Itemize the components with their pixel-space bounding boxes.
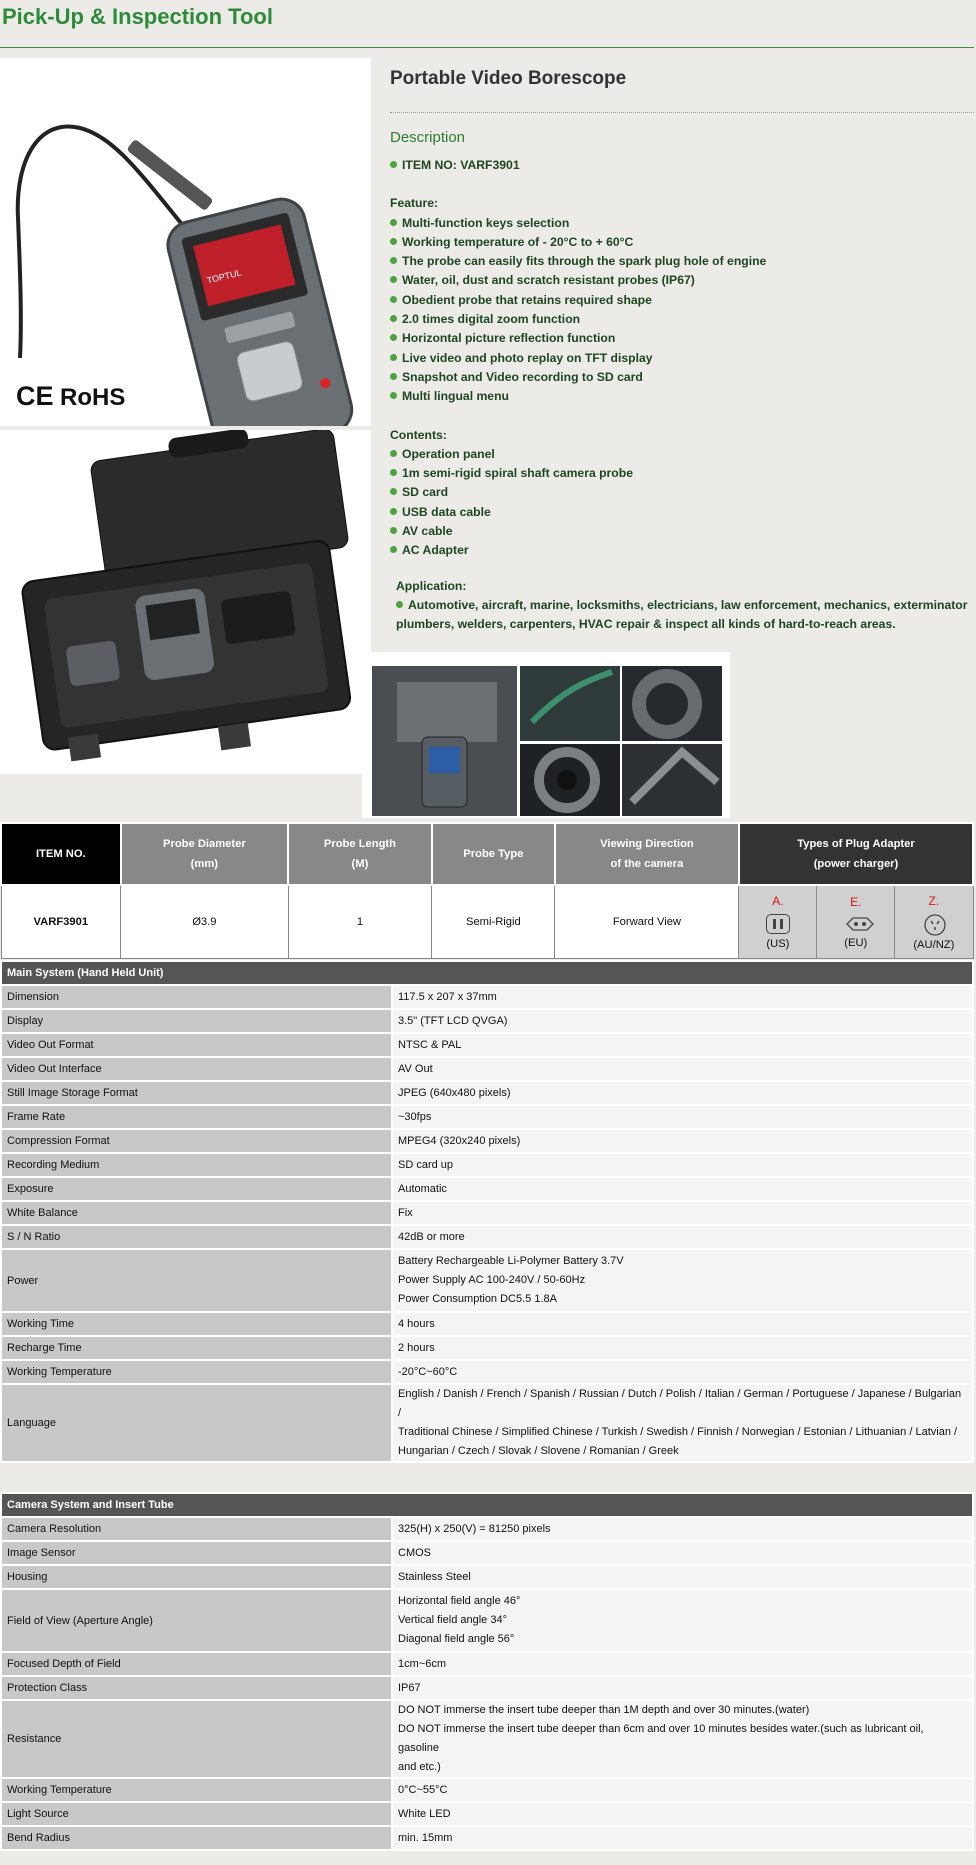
main-system-row <box>1 1057 973 1081</box>
spec-value-line: DO NOT immerse the insert tube deeper than 6cm and over 10 minutes besides water.(such as lubricant oil, gasoline <box>398 1723 924 1754</box>
spec-label: Protection Class <box>1 1676 392 1700</box>
spec-label: Focused Depth of Field <box>1 1652 392 1676</box>
main-system-row <box>1 1201 973 1225</box>
device-brand-text: TOPTUL <box>205 267 243 286</box>
spec-value-line: ~30fps <box>398 1110 432 1123</box>
spec-value <box>392 985 973 1009</box>
spec-value <box>392 1249 973 1312</box>
contents-item: USB data cable <box>390 503 974 522</box>
spec-value-line: MPEG4 (320x240 pixels) <box>398 1134 521 1147</box>
spec-value-line: 2 hours <box>398 1341 435 1354</box>
camera-system-row <box>1 1541 973 1565</box>
spec-label: Resistance <box>1 1700 392 1778</box>
main-system-row <box>1 1384 973 1462</box>
spec-value <box>392 1336 973 1360</box>
spec-value <box>392 1384 973 1462</box>
cell-item-no: VARF3901 <box>1 885 121 959</box>
spec-value-line: Horizontal field angle 46° <box>398 1595 521 1607</box>
camera-system-row <box>1 1517 973 1541</box>
main-system-table <box>0 960 974 1463</box>
feature-item: The probe can easily fits through the spark plug hole of engine <box>390 252 974 271</box>
contents-heading: Contents: <box>390 427 447 442</box>
camera-system-row <box>1 1565 973 1589</box>
main-system-row <box>1 1249 973 1312</box>
plug-eu: E. (EU) <box>817 885 895 959</box>
spec-label: Field of View (Aperture Angle) <box>1 1589 392 1652</box>
spec-value-line: Automatic <box>398 1182 447 1195</box>
spec-value-line: -20°C~60°C <box>398 1365 458 1378</box>
contents-item: Operation panel <box>390 445 974 464</box>
spec-value-line: Stainless Steel <box>398 1570 471 1583</box>
main-system-row <box>1 1225 973 1249</box>
spec-value-line: Power Consumption DC5.5 1.8A <box>398 1293 557 1305</box>
spec-value <box>392 1225 973 1249</box>
camera-system-row <box>1 1589 973 1652</box>
spec-label: Video Out Interface <box>1 1057 392 1081</box>
spec-label: Display <box>1 1009 392 1033</box>
spec-value-line: 42dB or more <box>398 1230 465 1243</box>
us-plug-icon <box>766 914 790 934</box>
spec-label: Image Sensor <box>1 1541 392 1565</box>
main-system-row <box>1 1129 973 1153</box>
camera-system-row <box>1 1700 973 1778</box>
feature-item: Multi lingual menu <box>390 387 974 406</box>
spec-label: Exposure <box>1 1177 392 1201</box>
ce-rohs-logo <box>16 381 125 411</box>
spec-value-line: English / Danish / French / Spanish / Russian / Dutch / Polish / Italian / German / Portuguese / Japanese / Bulgarian / <box>398 1388 962 1419</box>
feature-item: Snapshot and Video recording to SD card <box>390 368 974 387</box>
camera-system-row <box>1 1652 973 1676</box>
spec-label: Video Out Format <box>1 1033 392 1057</box>
product-image-case <box>0 430 371 774</box>
main-system-row <box>1 1153 973 1177</box>
spec-label: Light Source <box>1 1802 392 1826</box>
spec-value-line: 325(H) x 250(V) = 81250 pixels <box>398 1522 551 1535</box>
spec-value <box>392 1153 973 1177</box>
camera-system-row <box>1 1676 973 1700</box>
au-plug-icon <box>923 914 945 932</box>
contents-item: AC Adapter <box>390 541 974 560</box>
feature-item: Live video and photo replay on TFT display <box>390 349 974 368</box>
description-column <box>390 68 974 635</box>
application-photos <box>362 652 730 818</box>
main-system-row <box>1 1336 973 1360</box>
product-name: Portable Video Borescope <box>390 68 627 89</box>
spec-value <box>392 1778 973 1802</box>
camera-system-row <box>1 1826 973 1850</box>
spec-value <box>392 1565 973 1589</box>
spec-value <box>392 1589 973 1652</box>
contents-item: SD card <box>390 483 974 502</box>
cell-probe-diameter: Ø3.9 <box>121 885 288 959</box>
cell-viewing-direction: Forward View <box>555 885 739 959</box>
svg-text:RoHS: RoHS <box>60 384 126 411</box>
camera-system-row <box>1 1802 973 1826</box>
spec-label: Frame Rate <box>1 1105 392 1129</box>
spec-value <box>392 1129 973 1153</box>
spec-value <box>392 1802 973 1826</box>
main-system-row <box>1 1360 973 1384</box>
spec-value <box>392 1057 973 1081</box>
main-system-row <box>1 985 973 1009</box>
spec-label: Still Image Storage Format <box>1 1081 392 1105</box>
spec-value <box>392 1652 973 1676</box>
spec-value <box>392 1081 973 1105</box>
feature-item: Multi-function keys selection <box>390 214 974 233</box>
svg-text:CE: CE <box>16 381 54 411</box>
spec-label: Compression Format <box>1 1129 392 1153</box>
header-probe-diameter: Probe Diameter (mm) <box>121 823 288 885</box>
spec-label: Working Temperature <box>1 1360 392 1384</box>
spec-value-line: Hungarian / Czech / Slovak / Slovene / Romanian / Greek <box>398 1445 679 1457</box>
contents-list <box>390 445 974 561</box>
spec-value <box>392 1009 973 1033</box>
spec-label: White Balance <box>1 1201 392 1225</box>
spec-value-line: NTSC & PAL <box>398 1038 462 1051</box>
spec-label: Housing <box>1 1565 392 1589</box>
contents-item: 1m semi-rigid spiral shaft camera probe <box>390 464 974 483</box>
spec-value-line: Diagonal field angle 56° <box>398 1633 515 1645</box>
spec-value-line: 3.5" (TFT LCD QVGA) <box>398 1014 508 1027</box>
plug-au: Z. (AU/NZ) <box>895 885 973 959</box>
spec-value-line: CMOS <box>398 1546 431 1559</box>
camera-system-table <box>0 1492 974 1851</box>
feature-item: Horizontal picture reflection function <box>390 329 974 348</box>
spec-label: Bend Radius <box>1 1826 392 1850</box>
title-divider <box>0 47 974 48</box>
application-text: Automotive, aircraft, marine, locksmiths, electricians, law enforcement, mechanics, exterminator plumbers, welders, carpenters, HVAC repair & inspect all kinds of hard-to-reach areas. <box>396 596 974 635</box>
header-probe-type: Probe Type <box>432 823 555 885</box>
spec-value <box>392 1033 973 1057</box>
spec-label: Working Time <box>1 1312 392 1336</box>
plug-us: A. (US) <box>739 885 817 959</box>
spec-value <box>392 1676 973 1700</box>
dotted-divider <box>390 112 974 113</box>
main-system-row <box>1 1033 973 1057</box>
spec-value-line: IP67 <box>398 1681 421 1694</box>
header-item-no: ITEM NO. <box>1 823 121 885</box>
spec-value-line: Fix <box>398 1206 413 1219</box>
eu-plug-icon <box>845 915 867 933</box>
spec-value <box>392 1826 973 1850</box>
page-title: Pick-Up & Inspection Tool <box>2 4 273 29</box>
spec-value-line: DO NOT immerse the insert tube deeper than 1M depth and over 30 minutes.(water) <box>398 1704 810 1716</box>
feature-item: 2.0 times digital zoom function <box>390 310 974 329</box>
spec-value <box>392 1541 973 1565</box>
spec-label: Working Temperature <box>1 1778 392 1802</box>
main-system-row <box>1 1312 973 1336</box>
feature-list <box>390 214 974 407</box>
spec-label: Recording Medium <box>1 1153 392 1177</box>
spec-value-line: 117.5 x 207 x 37mm <box>398 990 497 1003</box>
main-system-heading: Main System (Hand Held Unit) <box>1 961 973 985</box>
spec-value <box>392 1201 973 1225</box>
spec-value-line: AV Out <box>398 1062 433 1075</box>
spec-value-line: 1cm~6cm <box>398 1657 446 1670</box>
spec-value-line: SD card up <box>398 1158 454 1171</box>
feature-item: Obedient probe that retains required shape <box>390 291 974 310</box>
application-heading: Application: <box>396 578 467 593</box>
spec-value-line: 4 hours <box>398 1317 435 1330</box>
spec-value-line: min. 15mm <box>398 1831 453 1844</box>
spec-label: Power <box>1 1249 392 1312</box>
header-probe-length: Probe Length (M) <box>288 823 432 885</box>
spec-value-line: and etc.) <box>398 1761 441 1773</box>
main-system-row <box>1 1177 973 1201</box>
main-system-row <box>1 1105 973 1129</box>
spec-value-line: Traditional Chinese / Simplified Chinese / Turkish / Swedish / Finnish / Norwegian / Estonian / Lithuanian / Latvian / <box>398 1426 958 1438</box>
camera-system-row <box>1 1778 973 1802</box>
spec-label: Camera Resolution <box>1 1517 392 1541</box>
spec-value <box>392 1517 973 1541</box>
spec-value-line: Vertical field angle 34° <box>398 1614 507 1626</box>
spec-label: Dimension <box>1 985 392 1009</box>
spec-value <box>392 1360 973 1384</box>
spec-label: Recharge Time <box>1 1336 392 1360</box>
camera-system-heading: Camera System and Insert Tube <box>1 1493 973 1517</box>
item-number: ITEM NO: VARF3901 <box>390 156 974 175</box>
description-heading: Description <box>390 129 466 146</box>
feature-item: Working temperature of - 20°C to + 60°C <box>390 233 974 252</box>
main-system-row <box>1 1009 973 1033</box>
spec-value-line: White LED <box>398 1807 451 1820</box>
cell-probe-length: 1 <box>288 885 432 959</box>
spec-value <box>392 1177 973 1201</box>
cell-probe-type: Semi-Rigid <box>432 885 555 959</box>
main-system-row <box>1 1081 973 1105</box>
spec-value-line: JPEG (640x480 pixels) <box>398 1086 511 1099</box>
feature-heading: Feature: <box>390 196 439 211</box>
spec-value <box>392 1312 973 1336</box>
spec-value-line: Battery Rechargeable Li-Polymer Battery 3.7V <box>398 1255 624 1267</box>
spec-value <box>392 1105 973 1129</box>
contents-item: AV cable <box>390 522 974 541</box>
product-image-device <box>0 58 371 426</box>
header-plug-adapter: Types of Plug Adapter (power charger) <box>739 823 973 885</box>
spec-label: S / N Ratio <box>1 1225 392 1249</box>
spec-value-line: 0°C~55°C <box>398 1783 448 1796</box>
spec-value <box>392 1700 973 1778</box>
spec-label: Language <box>1 1384 392 1462</box>
header-viewing-direction: Viewing Direction of the camera <box>555 823 739 885</box>
feature-item: Water, oil, dust and scratch resistant probes (IP67) <box>390 271 974 290</box>
spec-summary-table <box>0 822 974 954</box>
spec-value-line: Power Supply AC 100-240V / 50-60Hz <box>398 1274 586 1286</box>
